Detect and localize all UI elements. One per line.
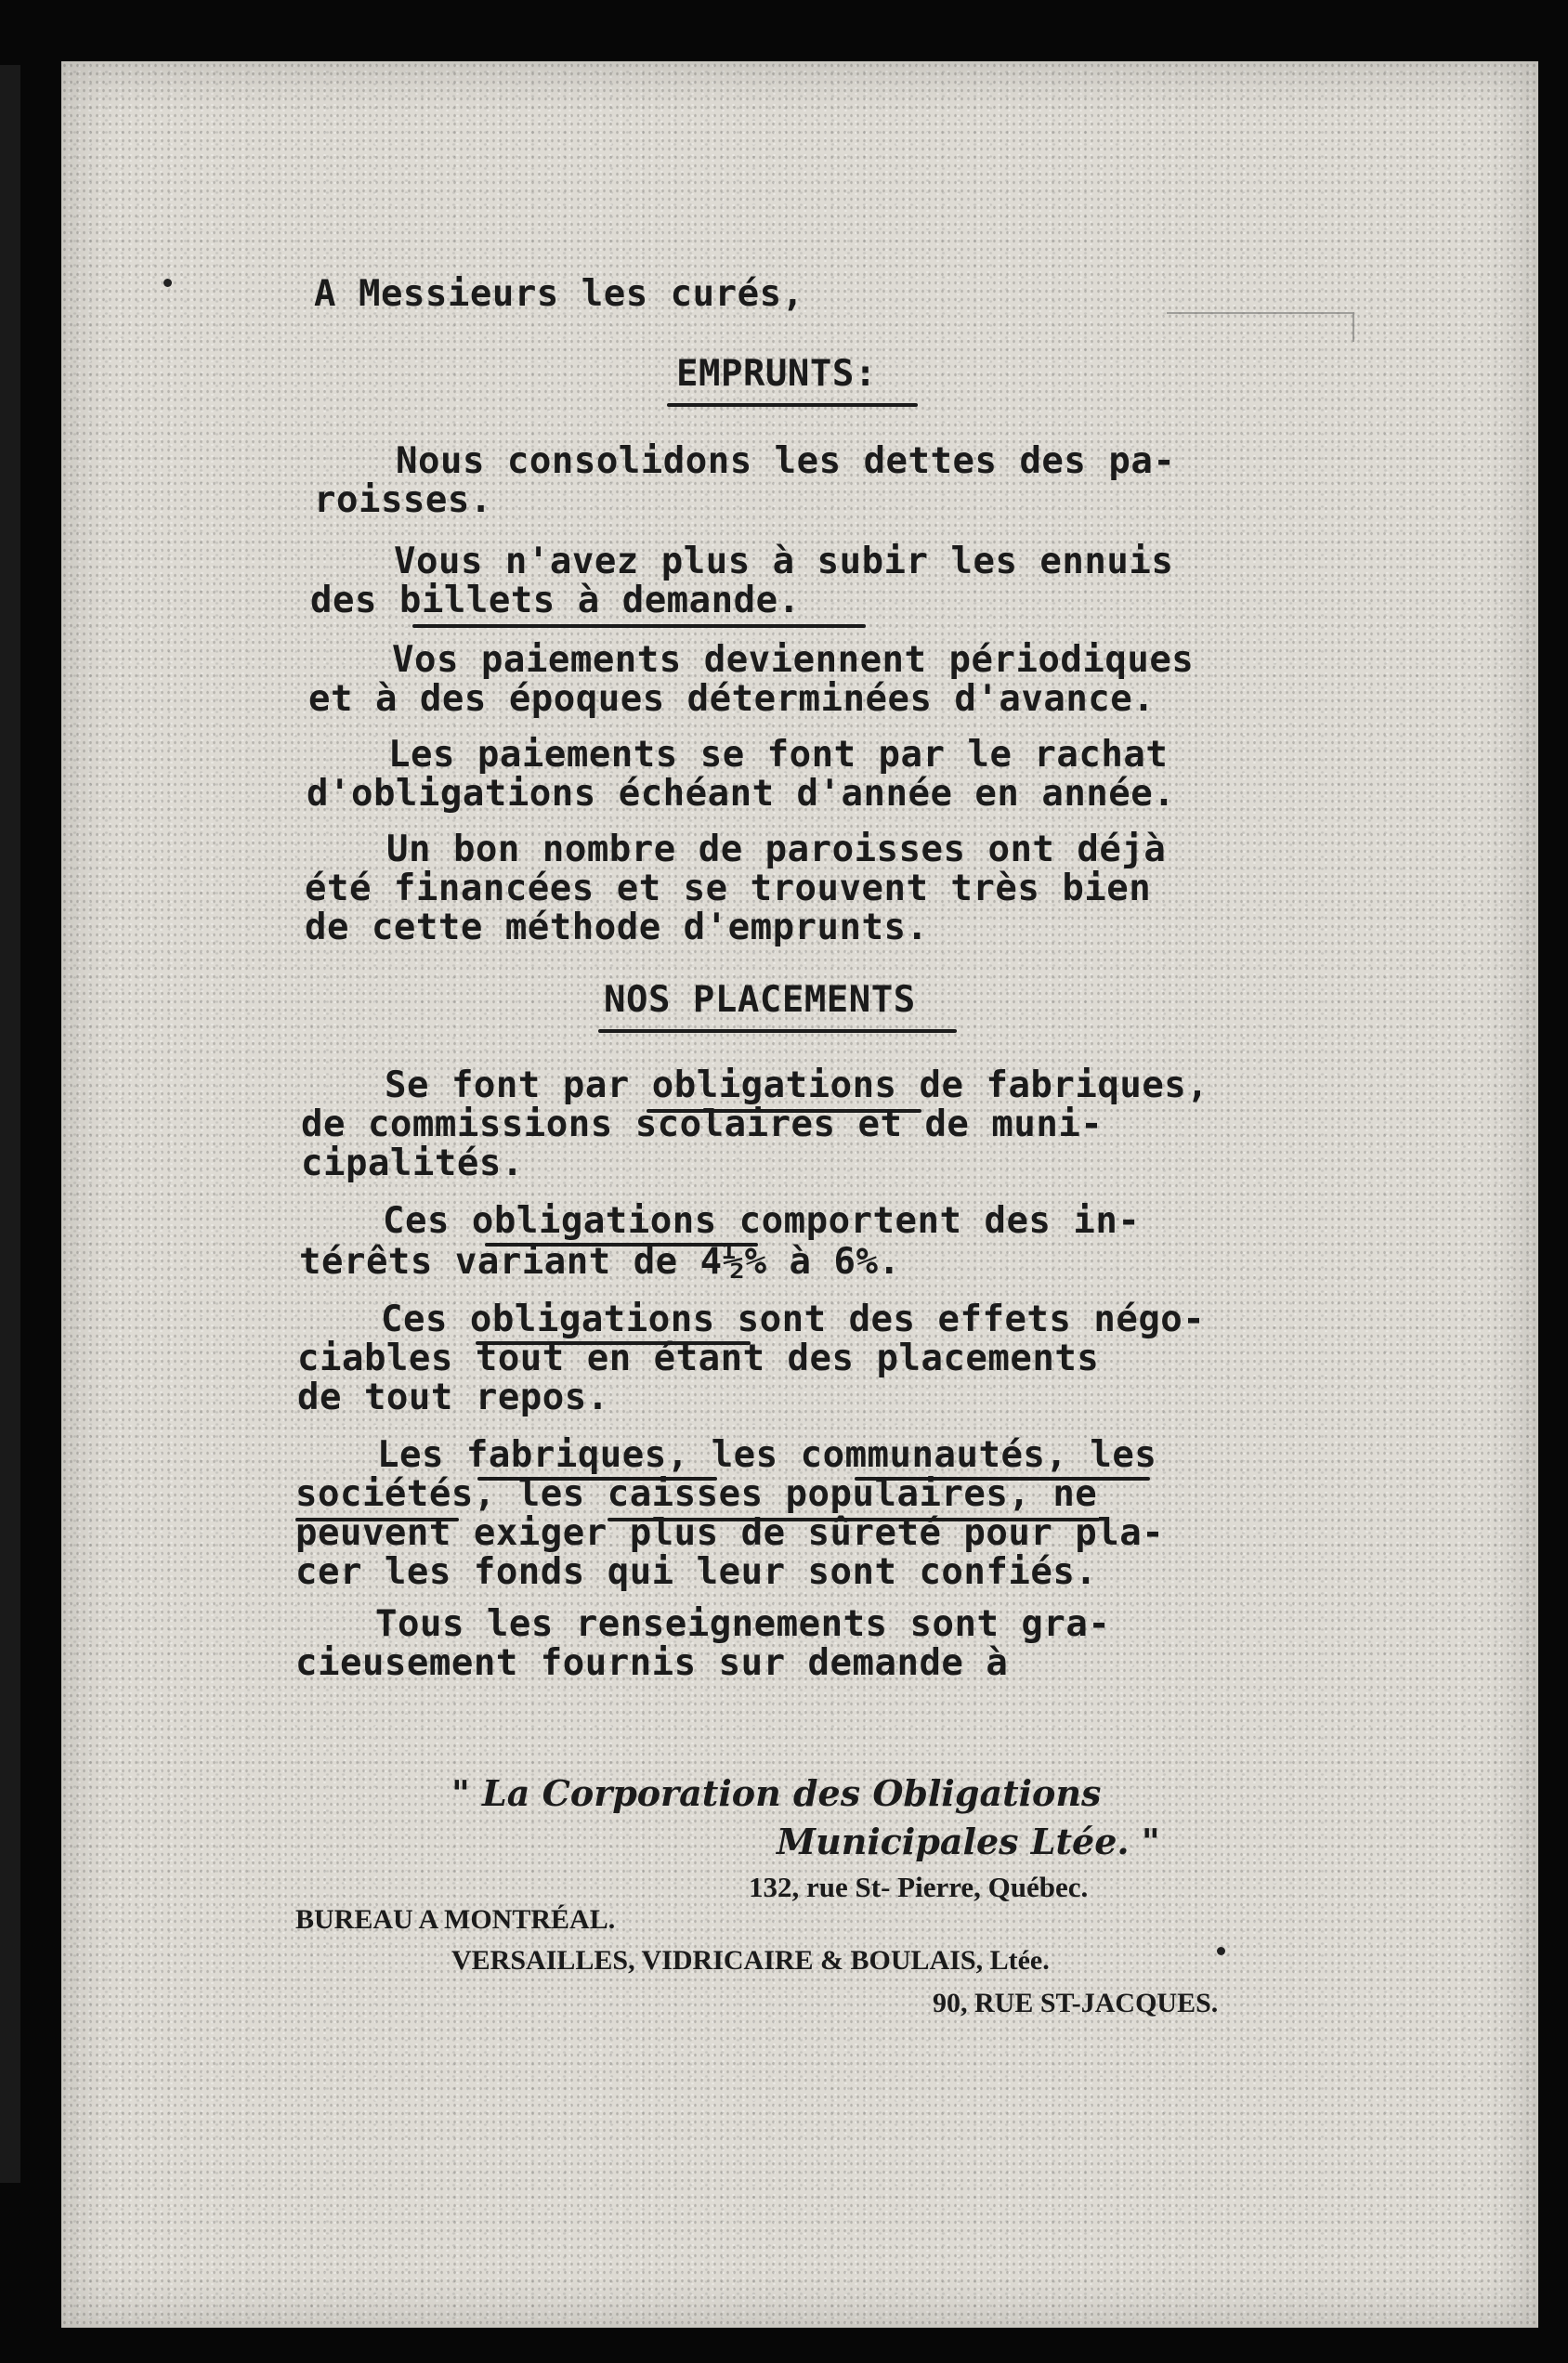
text-line: Ces obligations comportent des in-	[383, 1200, 1141, 1242]
text-line: de cette méthode d'emprunts.	[305, 907, 929, 948]
text-line: ciables tout en étant des placements	[297, 1338, 1100, 1379]
text-line: Se font par obligations de fabriques,	[385, 1064, 1209, 1106]
section-heading-emprunts: EMPRUNTS:	[676, 353, 877, 395]
salutation: A Messieurs les curés,	[314, 273, 804, 315]
text-line: de tout repos.	[297, 1377, 609, 1418]
section-heading-placements: NOS PLACEMENTS	[604, 979, 916, 1021]
ink-dot	[163, 279, 172, 287]
document-page	[61, 61, 1538, 2328]
text-line: Vous n'avez plus à subir les ennuis	[394, 541, 1174, 582]
text-underline	[647, 1109, 921, 1113]
company-name: " La Corporation des Obligations	[451, 1772, 1102, 1814]
text-line: Un bon nombre de paroisses ont déjà	[386, 829, 1167, 870]
text-line: Nous consolidons les dettes des pa-	[396, 440, 1176, 482]
text-underline	[295, 1518, 459, 1521]
text-line: cieusement fournis sur demande à	[295, 1642, 1009, 1684]
text-underline	[477, 1477, 717, 1481]
text-underline	[485, 1243, 758, 1247]
text-line: Vos paiements deviennent périodiques	[392, 639, 1195, 681]
text-line: de commissions scolaires et de muni-	[301, 1103, 1104, 1145]
film-edge	[0, 65, 20, 2183]
text-underline	[608, 1518, 1100, 1521]
text-line: Les fabriques, les communautés, les	[377, 1434, 1157, 1476]
ink-dot	[1217, 1947, 1225, 1955]
company-address: 132, rue St- Pierre, Québec.	[749, 1871, 1089, 1903]
text-underline	[412, 624, 866, 628]
heading-underline	[667, 403, 918, 407]
montreal-office-label: BUREAU A MONTRÉAL.	[295, 1904, 616, 1935]
text-line: peuvent exiger plus de sûreté pour pla-	[295, 1512, 1165, 1554]
text-line: Ces obligations sont des effets négo-	[381, 1299, 1206, 1340]
text-line: cipalités.	[301, 1142, 524, 1184]
text-line: des billets à demande.	[310, 580, 801, 621]
margin-mark	[1167, 312, 1354, 342]
text-line: cer les fonds qui leur sont confiés.	[295, 1551, 1098, 1593]
text-line: d'obligations échéant d'année en année.	[307, 773, 1176, 815]
text-line: Tous les renseignements sont gra-	[375, 1603, 1111, 1645]
company-name-cont: Municipales Ltée. "	[777, 1821, 1160, 1862]
montreal-firm: VERSAILLES, VIDRICAIRE & BOULAIS, Ltée.	[451, 1945, 1050, 1976]
text-line: Les paiements se font par le rachat	[388, 734, 1169, 776]
text-line: été financées et se trouvent très bien	[305, 868, 1152, 909]
text-line: roisses.	[314, 479, 492, 521]
text-line: térêts variant de 4½% à 6%.	[299, 1241, 901, 1283]
text-underline	[476, 1341, 751, 1345]
heading-underline	[598, 1029, 957, 1033]
montreal-address: 90, RUE ST-JACQUES.	[933, 1988, 1219, 2018]
text-underline	[855, 1477, 1150, 1481]
text-line: sociétés, les caisses populaires, ne	[295, 1473, 1098, 1515]
text-line: et à des époques déterminées d'avance.	[308, 678, 1156, 720]
